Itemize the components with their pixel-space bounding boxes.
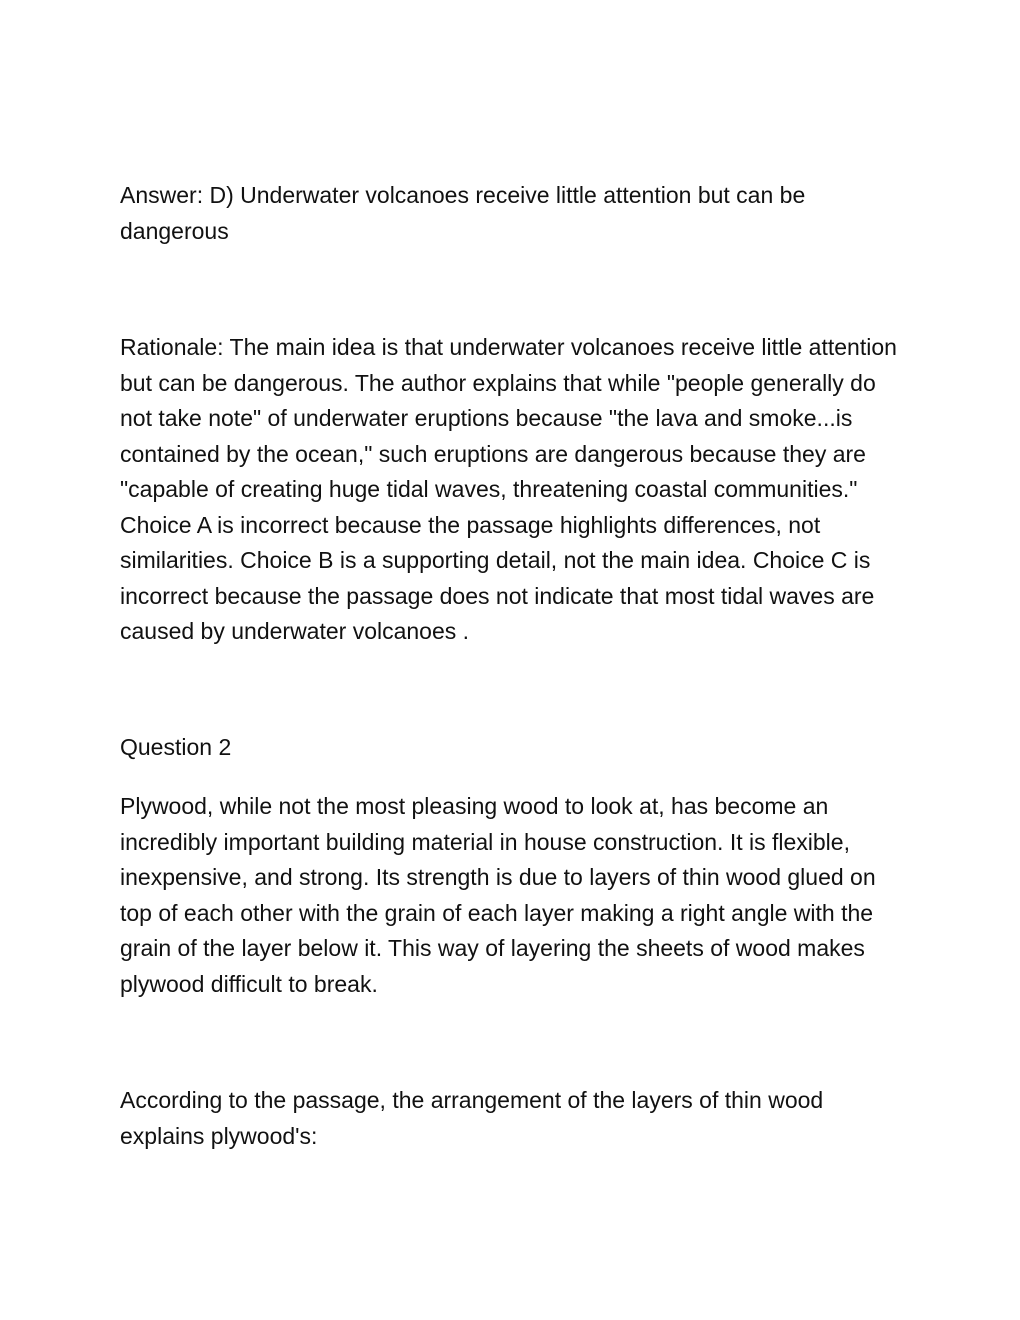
question-heading: Question 2	[120, 734, 232, 760]
question-prompt: According to the passage, the arrangement of the layers of thin wood explains plywood's:	[120, 1087, 824, 1149]
answer-text: Answer: D) Underwater volcanoes receive little attention but can be dangerous	[120, 182, 806, 244]
passage-text: Plywood, while not the most pleasing wood to look at, has become an incredibly important building material in house construction. It is flexible, inexpensive, and strong. Its strength is due to layers of thin wood glued on top of each other with the grain of each layer making a right angle with the grain of the layer below it. This way of layering the sheets of wood makes plywood difficult to break.	[120, 793, 876, 997]
rationale-text: Rationale: The main idea is that underwater volcanoes receive little attention but can be dangerous. The author explains that while "people generally do not take note" of underwater eruptions because "the lava and smoke...is contained by the ocean," such eruptions are dangerous because they are "capable of creating huge tidal waves, threatening coastal communities." Choice A is incorrect because the passage highlights differences, not similarities. Choice B is a supporting detail, not the main idea. Choice C is incorrect because the passage does not indicate that most tidal waves are caused by underwater volcanoes .	[120, 334, 897, 644]
